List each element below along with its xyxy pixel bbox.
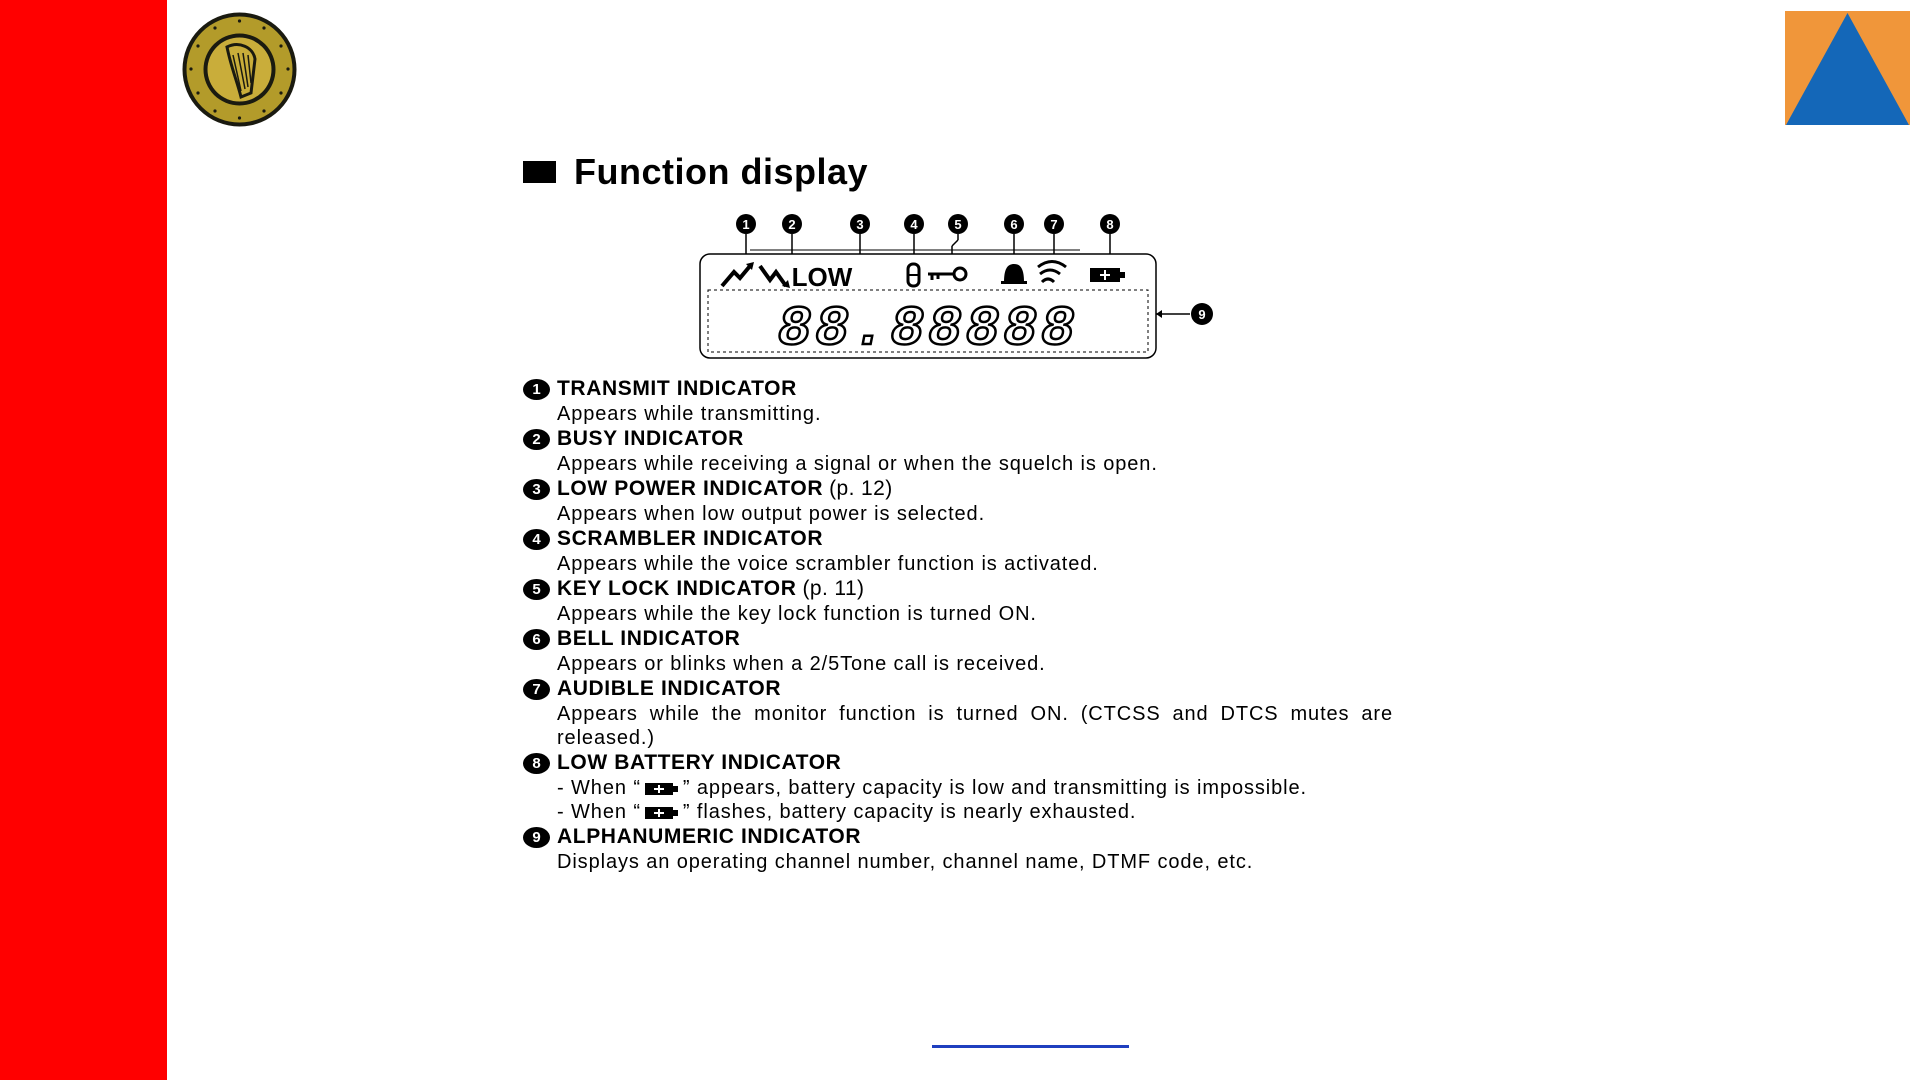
item-title: BUSY INDICATOR xyxy=(557,427,744,450)
item-description: Appears when low output power is selected. xyxy=(557,503,986,525)
svg-text:2: 2 xyxy=(788,217,796,232)
item-number: 5 xyxy=(523,579,550,600)
battery-icon xyxy=(645,807,679,819)
svg-text:3: 3 xyxy=(856,217,864,232)
battery-icon xyxy=(1090,268,1125,282)
item-description: Appears while the key lock function is turned ON. xyxy=(557,603,1037,625)
item-description: Displays an operating channel number, channel name, DTMF code, etc. xyxy=(557,851,1254,873)
callout-9 xyxy=(1156,303,1213,325)
item-number: 4 xyxy=(523,529,550,550)
item-title: SCRAMBLER INDICATOR xyxy=(557,527,824,550)
svg-text:7: 7 xyxy=(1050,217,1058,232)
list-item-alphanumeric xyxy=(523,824,1393,874)
item-description: Appears while the monitor function is turned ON. (CTCSS and DTCS mutes are released.) xyxy=(557,703,1393,749)
page-reference: (p. 11) xyxy=(802,577,865,600)
item-number: 6 xyxy=(523,629,550,650)
item-number: 3 xyxy=(523,479,550,500)
item-bullet-2: - When “ ” flashes, battery capacity is nearly exhausted. xyxy=(557,801,1137,823)
svg-text:8: 8 xyxy=(1106,217,1114,232)
item-number: 7 xyxy=(523,679,550,700)
civil-defence-logo xyxy=(181,11,298,128)
section-title xyxy=(523,150,868,194)
red-sidebar xyxy=(0,0,167,1080)
item-description: Appears while receiving a signal or when the squelch is open. xyxy=(557,453,1158,475)
title-bullet-square xyxy=(523,161,556,183)
item-title: KEY LOCK INDICATOR xyxy=(557,577,797,600)
list-item-low-battery xyxy=(523,750,1393,824)
list-item-low-power xyxy=(523,476,1393,526)
item-title: AUDIBLE INDICATOR xyxy=(557,677,782,700)
item-number: 8 xyxy=(523,753,550,774)
item-title: LOW BATTERY INDICATOR xyxy=(557,751,842,774)
item-title: ALPHANUMERIC INDICATOR xyxy=(557,825,862,848)
list-item-transmit xyxy=(523,376,1393,426)
item-title: TRANSMIT INDICATOR xyxy=(557,377,797,400)
segment-display: 88.88888 xyxy=(777,297,1079,361)
item-description: Appears while transmitting. xyxy=(557,403,822,425)
item-title: LOW POWER INDICATOR xyxy=(557,477,824,500)
footer-link-underline[interactable] xyxy=(932,1045,1129,1048)
low-label: LOW xyxy=(791,262,853,292)
page-title: Function display xyxy=(574,151,869,192)
item-bullet-1: - When “ ” appears, battery capacity is low and transmitting is impossible. xyxy=(557,777,1307,799)
svg-text:6: 6 xyxy=(1010,217,1018,232)
battery-icon xyxy=(645,783,679,795)
svg-text:1: 1 xyxy=(742,217,750,232)
item-title: BELL INDICATOR xyxy=(557,627,741,650)
item-number: 1 xyxy=(523,379,550,400)
svg-text:9: 9 xyxy=(1198,307,1206,322)
item-description: Appears or blinks when a 2/5Tone call is received. xyxy=(557,653,1046,675)
item-description: Appears while the voice scrambler function is activated. xyxy=(557,553,1099,575)
list-item-bell xyxy=(523,626,1393,676)
list-item-scrambler xyxy=(523,526,1393,576)
item-number: 2 xyxy=(523,429,550,450)
list-item-busy xyxy=(523,426,1393,476)
page-reference: (p. 12) xyxy=(829,477,893,500)
svg-text:5: 5 xyxy=(954,217,962,232)
civil-protection-logo xyxy=(1785,11,1910,125)
svg-text:4: 4 xyxy=(910,217,918,232)
indicator-list xyxy=(523,376,1393,874)
lcd-function-diagram xyxy=(690,210,1230,362)
item-number: 9 xyxy=(523,827,550,848)
list-item-key-lock xyxy=(523,576,1393,626)
list-item-audible xyxy=(523,676,1393,750)
